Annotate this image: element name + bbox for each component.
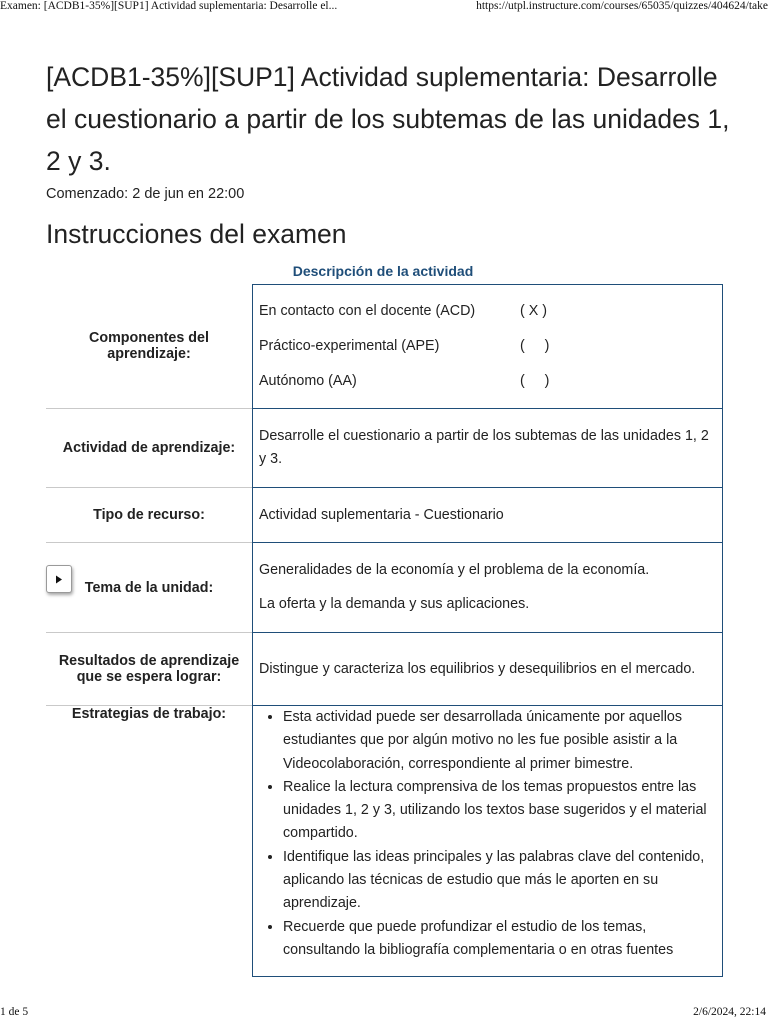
tema-label: Tema de la unidad:: [84, 579, 214, 596]
estrategias-value: [253, 706, 723, 977]
row-actividad: [46, 409, 723, 488]
component-mark: ( ): [520, 338, 550, 354]
actividad-label: Actividad de aprendizaje:: [46, 409, 253, 488]
row-componentes: [46, 285, 723, 409]
print-header: [0, 0, 768, 16]
tema-value: [253, 543, 723, 633]
row-tipo-recurso: [46, 488, 723, 543]
page-number: 1 de 5: [0, 1006, 29, 1018]
list-item: • Recuerde que puede profundizar el estudio de los temas, consultando la bibliografía complementaria o en otras fuentes: [283, 916, 716, 963]
print-header-title: Examen: [ACDB1-35%][SUP1] Actividad suplementaria: Desarrolle el...: [0, 0, 338, 12]
quiz-started-time: Comenzado: 2 de jun en 22:00: [46, 186, 245, 202]
print-header-url: https://utpl.instructure.com/courses/65035/quizzes/404624/take: [476, 0, 768, 12]
instructions-heading: Instrucciones del examen: [46, 219, 347, 249]
tema-line: La oferta y la demanda y sus aplicaciones.: [259, 596, 530, 612]
tipo-value: Actividad suplementaria - Cuestionario: [253, 488, 723, 543]
tema-label-cell: [46, 543, 253, 633]
print-datetime: 2/6/2024, 22:14: [693, 1006, 766, 1018]
print-footer: [0, 1006, 768, 1024]
play-button[interactable]: [46, 565, 72, 593]
tipo-label: Tipo de recurso:: [46, 488, 253, 543]
component-mark: ( X ): [520, 303, 548, 319]
list-item: • Esta actividad puede ser desarrollada únicamente por aquellos estudiantes que por algún motivo no les fue posible asistir a la Videocolaboración, correspondiente al primer bimestre.: [283, 706, 716, 776]
table-caption: Descripción de la actividad: [292, 263, 474, 279]
resultados-value: Distingue y caracteriza los equilibrios y desequilibrios en el mercado.: [253, 633, 723, 706]
activity-description-table: [46, 284, 723, 977]
tema-line: Generalidades de la economía y el problema de la economía.: [259, 562, 650, 578]
estrategias-list: [259, 706, 716, 962]
component-item: [259, 329, 716, 364]
component-name: Autónomo (AA): [259, 373, 357, 389]
componentes-label: Componentes del aprendizaje:: [89, 330, 209, 363]
row-estrategias: [46, 706, 723, 977]
estrategias-label: Estrategias de trabajo:: [46, 706, 253, 977]
list-item: • Realice la lectura comprensiva de los temas propuestos entre las unidades 1, 2 y 3, utilizando los textos base sugeridos y el material compartido.: [283, 776, 716, 846]
component-item: [259, 364, 716, 399]
actividad-value: Desarrolle el cuestionario a partir de los subtemas de las unidades 1, 2 y 3.: [253, 409, 723, 488]
component-name: Práctico-experimental (APE): [259, 338, 440, 354]
component-item: [259, 294, 716, 329]
component-mark: ( ): [520, 373, 550, 389]
row-tema-unidad: [46, 543, 723, 633]
quiz-title: [ACDB1-35%][SUP1] Actividad suplementaria: Desarrolle el cuestionario a partir de los subtemas de las unidades 1, 2 y 3.: [46, 62, 730, 176]
row-resultados: [46, 633, 723, 706]
list-item: • Identifique las ideas principales y las palabras clave del contenido, aplicando las técnicas de estudio que más le aporten en su aprendizaje.: [283, 846, 716, 916]
resultados-label: Resultados de aprendizaje que se espera lograr:: [46, 633, 253, 706]
componentes-value: [253, 285, 723, 409]
play-icon: [55, 575, 63, 584]
component-name: En contacto con el docente (ACD): [259, 303, 476, 319]
